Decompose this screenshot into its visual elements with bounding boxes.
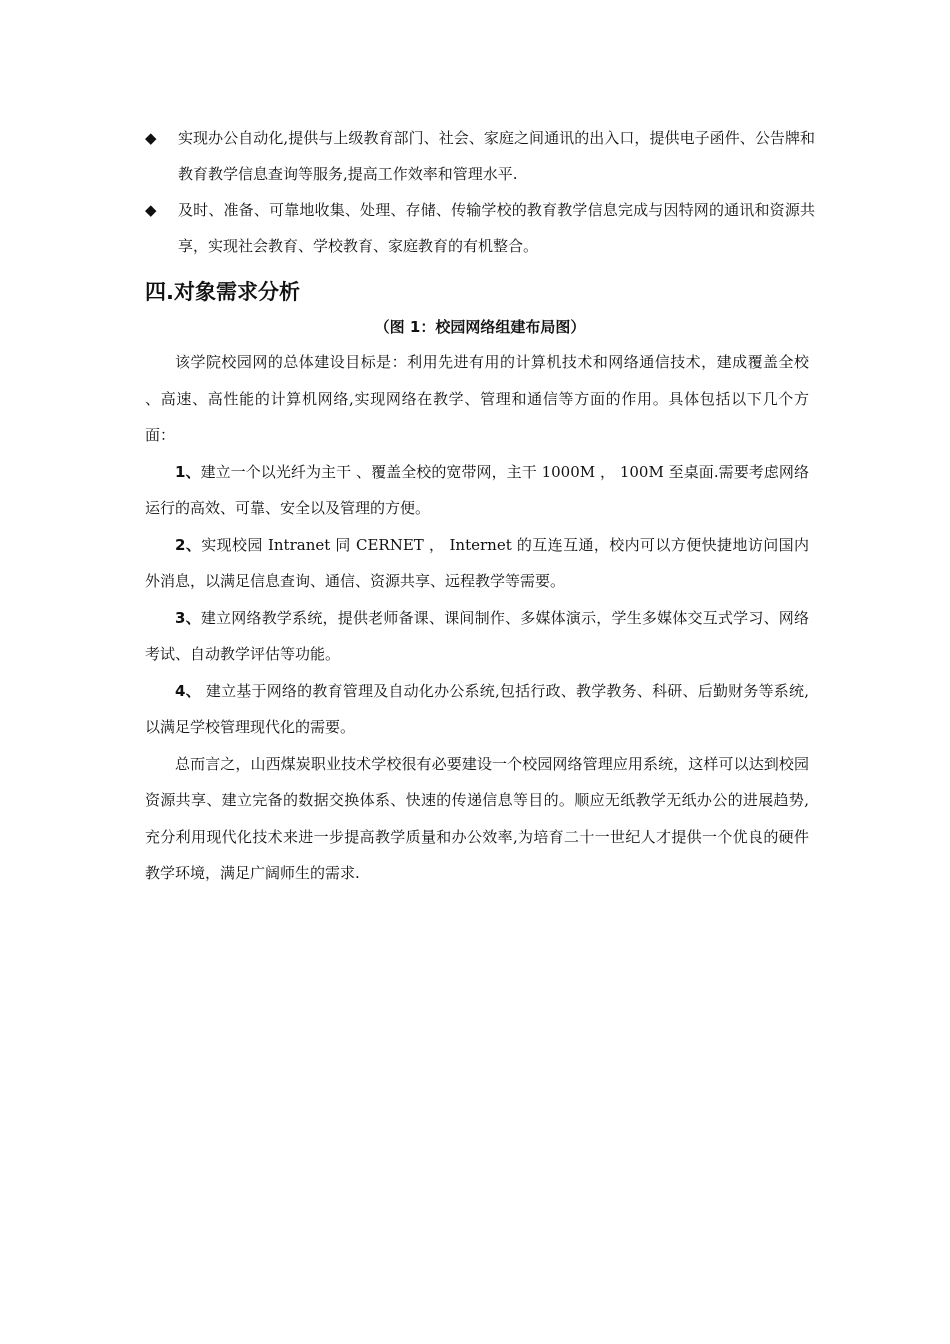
conclusion-paragraph: 总而言之，山西煤炭职业技术学校很有必要建设一个校园网络管理应用系统，这样可以达到校园资源共享、建立完备的数据交换体系、快速的传递信息等目的。顺应无纸教学无纸办公的进展趋势,充分利用现代化技术来进一步提高教学质量和办公效率,为培育二十一世纪人才提供一个优良的硬件教学环境，满足广阔师生的需求. bbox=[145, 754, 809, 882]
list-item-text: 建立网络教学系统，提供老师备课、课间制作、多媒体演示，学生多媒体交互式学习、网络考试、自动教学评估等功能。 bbox=[145, 608, 809, 663]
bullet-text: 实现办公自动化,提供与上级教育部门、社会、家庭之间通讯的出入口，提供电子函件、公告牌和教育教学信息查询等服务,提高工作效率和管理水平. bbox=[178, 129, 815, 183]
bullet-text: 及时、准备、可靠地收集、处理、存储、传输学校的教育教学信息完成与因特网的通讯和资源共享，实现社会教育、学校教育、家庭教育的有机整合。 bbox=[178, 201, 815, 255]
list-number: 2、 bbox=[175, 535, 202, 554]
diamond-bullet-icon: ◆ bbox=[145, 201, 157, 219]
requirement-item-1 bbox=[145, 454, 809, 527]
requirement-item-2 bbox=[145, 527, 809, 600]
list-number: 3、 bbox=[175, 608, 201, 627]
list-item-text: 建立一个以光纤为主干 、覆盖全校的宽带网，主干 1000M ， 100M 至桌面.需要考虑网络运行的高效、可靠、安全以及管理的方便。 bbox=[145, 462, 809, 517]
bullet-item-office-automation bbox=[145, 120, 815, 192]
figure-caption: （图 1：校园网络组建布局图） bbox=[374, 318, 586, 336]
diamond-bullet-icon: ◆ bbox=[145, 129, 157, 147]
bullet-item-information-sharing bbox=[145, 192, 815, 264]
section-heading: 四.对象需求分析 bbox=[145, 280, 300, 304]
top-margin bbox=[0, 0, 950, 120]
list-number: 4、 bbox=[175, 681, 201, 700]
list-number: 1、 bbox=[175, 462, 201, 481]
requirement-item-4 bbox=[145, 673, 809, 746]
list-item-text: 建立基于网络的教育管理及自动化办公系统,包括行政、教学教务、科研、后勤财务等系统,以满足学校管理现代化的需要。 bbox=[145, 681, 810, 736]
requirement-item-3 bbox=[145, 600, 809, 673]
list-item-text: 实现校园 Intranet 同 CERNET ， Internet 的互连互通，校内可以方便快捷地访问国内外消息，以满足信息查询、通信、资源共享、远程教学等需要。 bbox=[145, 535, 810, 590]
intro-paragraph: 该学院校园网的总体建设目标是：利用先进有用的计算机技术和网络通信技术，建成覆盖全校 、高速、高性能的计算机网络,实现网络在教学、管理和通信等方面的作用。具体包括以下几个方面： bbox=[145, 353, 809, 444]
